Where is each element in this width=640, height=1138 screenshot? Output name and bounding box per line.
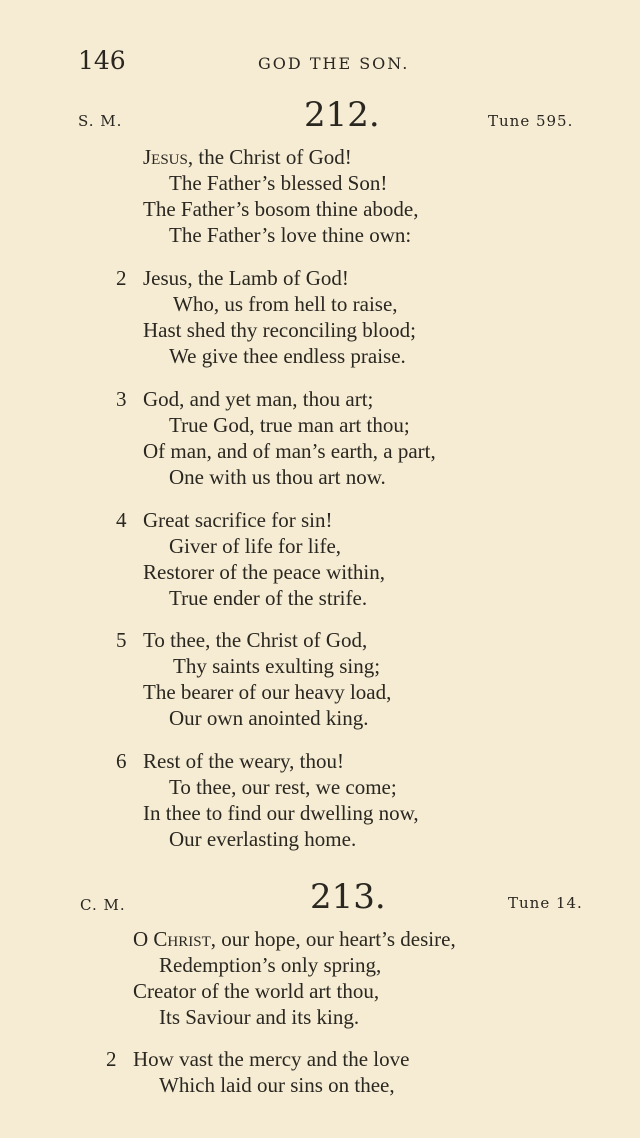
hymn-212-verse-2-number: 2 xyxy=(116,266,127,290)
hymn-212-verse-4-line-2: Giver of life for life, xyxy=(169,534,342,558)
hymn-212-verse-6-line-4: Our everlasting home. xyxy=(169,827,357,851)
hymn-212-verse-6-line-2: To thee, our rest, we come; xyxy=(169,775,397,799)
hymn-212-verse-5-line-2: Thy saints exulting sing; xyxy=(173,654,381,678)
hymn-212-number: 212. xyxy=(304,95,380,135)
hymn-213-first-word: O Christ xyxy=(133,927,211,951)
hymn-213-number: 213. xyxy=(310,877,386,917)
hymn-212-verse-6-number: 6 xyxy=(116,749,127,773)
hymn-212-verse-6-line-3: In thee to find our dwelling now, xyxy=(143,801,419,825)
hymn-212-verse-4-line-3: Restorer of the peace within, xyxy=(143,560,385,584)
hymn-212-verse-3-line-1: God, and yet man, thou art; xyxy=(143,387,374,411)
hymn-212-verse-3-line-3: Of man, and of man’s earth, a part, xyxy=(143,439,436,463)
hymn-213-verse-2-number: 2 xyxy=(106,1047,117,1071)
hymn-212-verse-6-line-1: Rest of the weary, thou! xyxy=(143,749,344,773)
hymn-212-verse-4-line-4: True ender of the strife. xyxy=(169,586,368,610)
hymn-212-verse-2-line-2: Who, us from hell to raise, xyxy=(173,292,398,316)
hymn-212-verse-3-number: 3 xyxy=(116,387,127,411)
hymn-213-verse-2-line-1: How vast the mercy and the love xyxy=(133,1047,410,1071)
hymn-212-verse-3-line-2: True God, true man art thou; xyxy=(169,413,410,437)
running-title: GOD THE SON. xyxy=(258,54,410,73)
hymn-212-verse-4-number: 4 xyxy=(116,508,127,532)
hymn-212-first-word: Jesus xyxy=(143,145,188,169)
hymn-212-verse-2-line-1: Jesus, the Lamb of God! xyxy=(143,266,349,290)
hymn-213-meter: C. M. xyxy=(80,896,126,914)
hymn-212-tune: Tune 595. xyxy=(488,112,574,130)
hymn-212-verse-1-line-2: The Father’s blessed Son! xyxy=(169,171,388,195)
hymn-213-tune: Tune 14. xyxy=(508,894,583,912)
hymn-213-verse-1-line-4: Its Saviour and its king. xyxy=(159,1005,360,1029)
hymn-213-verse-2-line-2: Which laid our sins on thee, xyxy=(159,1073,395,1097)
hymn-212-verse-1-line-1: Jesus, the Christ of God! xyxy=(143,145,352,169)
hymn-212-meter: S. M. xyxy=(78,112,123,130)
hymn-213-verse-1-line-2: Redemption’s only spring, xyxy=(159,953,382,977)
hymn-212-verse-5-line-4: Our own anointed king. xyxy=(169,706,369,730)
hymn-212-verse-1-line-3: The Father’s bosom thine abode, xyxy=(143,197,419,221)
hymn-212-verse-2-line-3: Hast shed thy reconciling blood; xyxy=(143,318,416,342)
hymn-212-verse-5-line-3: The bearer of our heavy load, xyxy=(143,680,392,704)
hymn-213-verse-1-line-3: Creator of the world art thou, xyxy=(133,979,380,1003)
hymn-213-verse-1-line-1: O Christ, our hope, our heart’s desire, xyxy=(133,927,456,951)
hymn-212-verse-3-line-4: One with us thou art now. xyxy=(169,465,386,489)
hymn-212-verse-5-number: 5 xyxy=(116,628,127,652)
hymn-212-verse-1-line-4: The Father’s love thine own: xyxy=(169,223,412,247)
hymn-212-verse-2-line-4: We give thee endless praise. xyxy=(169,344,406,368)
page-number: 146 xyxy=(78,46,126,75)
hymn-212-verse-5-line-1: To thee, the Christ of God, xyxy=(143,628,368,652)
hymn-212-verse-4-line-1: Great sacrifice for sin! xyxy=(143,508,333,532)
